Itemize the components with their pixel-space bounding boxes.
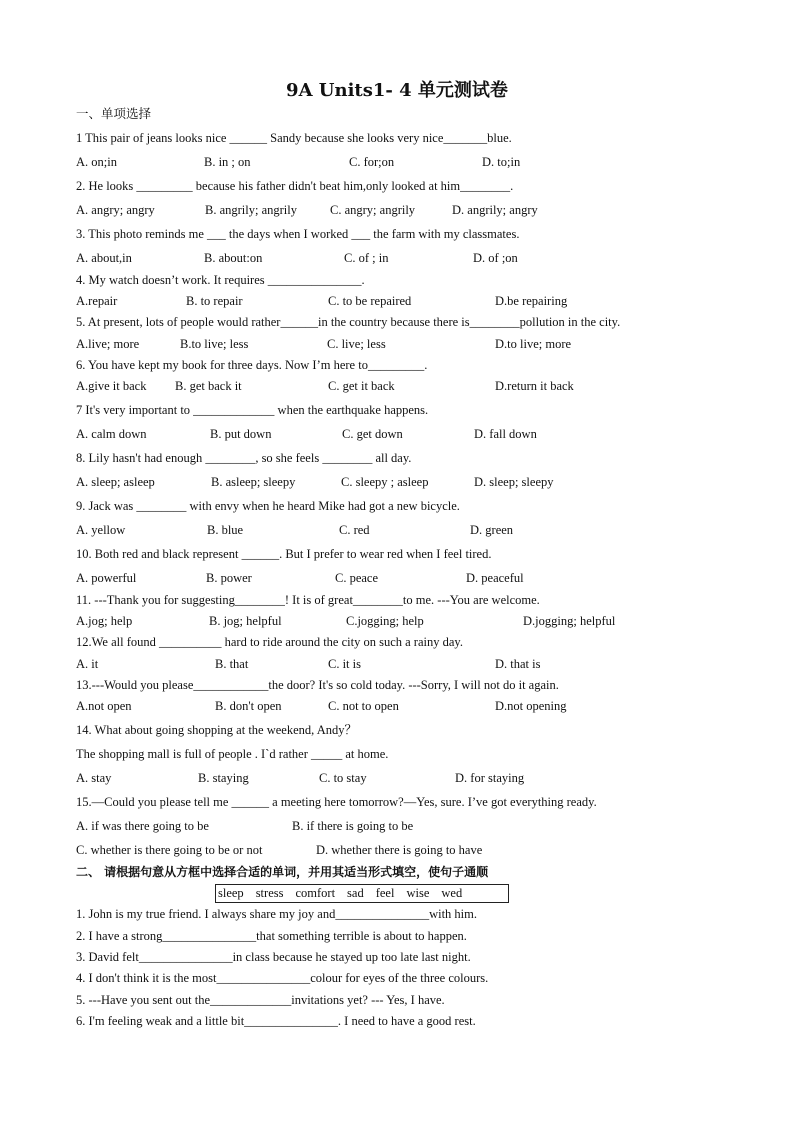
- option-b: B. in ; on: [204, 155, 251, 169]
- option-a: A. calm down: [76, 427, 147, 441]
- option-a: A. angry; angry: [76, 203, 155, 217]
- options-row: [76, 293, 736, 309]
- option-b: B. about:on: [204, 251, 263, 265]
- options-row: [76, 818, 736, 834]
- option-b: B. power: [206, 571, 252, 585]
- fill-item: 3. David felt_______________in class because he stayed up too late last night.: [76, 950, 471, 964]
- page-title: 9A Units1- 4 单元测试卷: [286, 80, 508, 101]
- fill-item: 2. I have a strong_______________that something terrible is about to happen.: [76, 929, 467, 943]
- word-item: feel: [375, 886, 395, 900]
- question-text: 14. What about going shopping at the weekend, Andy？: [76, 723, 357, 737]
- option-a: A.live; more: [76, 337, 140, 351]
- option-b: B. asleep; sleepy: [211, 475, 296, 489]
- option-c: C. angry; angrily: [330, 203, 416, 217]
- option-a: A.jog; help: [76, 614, 133, 628]
- fill-item: 6. I'm feeling weak and a little bit_______________. I need to have a good rest.: [76, 1014, 476, 1028]
- word-item: wed: [441, 886, 463, 900]
- option-a: A. it: [76, 657, 99, 671]
- options-row: [76, 613, 736, 629]
- word-item: wise: [406, 886, 430, 900]
- question-text: 8. Lily hasn't had enough ________, so she feels ________ all day.: [76, 451, 412, 465]
- options-row: [76, 202, 736, 218]
- option-d: D.to live; more: [495, 337, 572, 351]
- option-c: C.jogging; help: [346, 614, 424, 628]
- option-d: D.jogging; helpful: [523, 614, 616, 628]
- options-row: [76, 154, 736, 170]
- option-a: A.not open: [76, 699, 132, 713]
- options-row: [76, 474, 736, 490]
- options-row: [76, 426, 736, 442]
- option-d: D. green: [470, 523, 514, 537]
- option-a: A.repair: [76, 294, 118, 308]
- options-row: [76, 336, 736, 352]
- option-c: C. of ; in: [344, 251, 389, 265]
- question-text: 13.---Would you please____________the door? It's so cold today. ---Sorry, I will not do it again.: [76, 678, 559, 692]
- options-row: [76, 698, 736, 714]
- question-text: 9. Jack was ________ with envy when he heard Mike had got a new bicycle.: [76, 499, 460, 513]
- option-a: A. about,in: [76, 251, 132, 265]
- word-item: stress: [255, 886, 284, 900]
- word-item: sleep: [218, 886, 244, 900]
- question-text: 1 This pair of jeans looks nice ______ Sandy because she looks very nice_______blue.: [76, 131, 512, 145]
- question-text: 4. My watch doesn’t work. It requires _______________.: [76, 273, 365, 287]
- option-d: D. to;in: [482, 155, 521, 169]
- option-b: B. staying: [198, 771, 249, 785]
- options-row: [76, 770, 736, 786]
- option-b: B.to live; less: [180, 337, 249, 351]
- option-b: B. get back it: [175, 379, 242, 393]
- option-c: C. sleepy ; asleep: [341, 475, 429, 489]
- question-text: 5. At present, lots of people would rather______in the country because there is________pollution in the city.: [76, 315, 621, 329]
- option-a: A.give it back: [76, 379, 147, 393]
- option-c: C. peace: [335, 571, 379, 585]
- options-row: [76, 656, 736, 672]
- option-b: B. jog; helpful: [209, 614, 282, 628]
- question-text: 11. ---Thank you for suggesting________! It is of great________to me. ---You are welcome.: [76, 593, 540, 607]
- option-a: A. if was there going to be: [76, 819, 209, 833]
- option-d: D.return it back: [495, 379, 574, 393]
- option-a: A. powerful: [76, 571, 137, 585]
- option-d: D. for staying: [455, 771, 525, 785]
- option-a: A. on;in: [76, 155, 117, 169]
- option-a: A. stay: [76, 771, 112, 785]
- option-a: A. sleep; asleep: [76, 475, 155, 489]
- option-d: D. peaceful: [466, 571, 524, 585]
- word-item: comfort: [295, 886, 336, 900]
- option-c: C. get down: [342, 427, 403, 441]
- section2-heading: 二、 请根据句意从方框中选择合适的单词，并用其适当形式填空，使句子通顺: [76, 865, 489, 879]
- option-d: D. whether there is going to have: [316, 843, 483, 857]
- option-b: B. angrily; angrily: [205, 203, 297, 217]
- option-b: B. blue: [207, 523, 244, 537]
- question-text: 6. You have kept my book for three days. Now I’m here to_________.: [76, 358, 428, 372]
- option-c: C. to be repaired: [328, 294, 412, 308]
- option-c: C. whether is there going to be or not: [76, 843, 263, 857]
- question-text: 2. He looks _________ because his father didn't beat him,only looked at him________.: [76, 179, 514, 193]
- option-c: C. to stay: [319, 771, 367, 785]
- option-b: B. to repair: [186, 294, 243, 308]
- options-row: [76, 570, 736, 586]
- option-b: B. don't open: [215, 699, 282, 713]
- option-d: D. angrily; angry: [452, 203, 538, 217]
- option-c: C. get it back: [328, 379, 395, 393]
- options-row: [76, 378, 736, 394]
- option-c: C. red: [339, 523, 370, 537]
- option-c: C. not to open: [328, 699, 399, 713]
- question-text: 15.—Could you please tell me ______ a meeting here tomorrow?—Yes, sure. I’ve got everything ready.: [76, 795, 597, 809]
- option-d: D. of ;on: [473, 251, 518, 265]
- word-item: sad: [347, 886, 364, 900]
- option-b: B. put down: [210, 427, 272, 441]
- option-c: C. for;on: [349, 155, 395, 169]
- question-text: 3. This photo reminds me ___ the days when I worked ___ the farm with my classmates.: [76, 227, 520, 241]
- option-d: D. sleep; sleepy: [474, 475, 554, 489]
- question-text-continued: The shopping mall is full of people . I`d rather _____ at home.: [76, 747, 389, 761]
- options-row: [76, 250, 736, 266]
- option-c: C. live; less: [327, 337, 386, 351]
- fill-item: 1. John is my true friend. I always share my joy and_______________with him.: [76, 907, 477, 921]
- question-text: 7 It's very important to _____________ when the earthquake happens.: [76, 403, 429, 417]
- option-b: B. if there is going to be: [292, 819, 414, 833]
- option-b: B. that: [215, 657, 249, 671]
- fill-item: 5. ---Have you sent out the_____________invitations yet? --- Yes, I have.: [76, 993, 445, 1007]
- word-box: [215, 884, 509, 903]
- option-d: D. that is: [495, 657, 541, 671]
- option-d: D.be repairing: [495, 294, 568, 308]
- option-d: D.not opening: [495, 699, 567, 713]
- question-text: 10. Both red and black represent ______. But I prefer to wear red when I feel tired.: [76, 547, 492, 561]
- option-c: C. it is: [328, 657, 361, 671]
- option-a: A. yellow: [76, 523, 126, 537]
- fill-item: 4. I don't think it is the most_______________colour for eyes of the three colours.: [76, 971, 489, 985]
- question-text: 12.We all found __________ hard to ride around the city on such a rainy day.: [76, 635, 463, 649]
- section1-heading: 一、单项选择: [76, 106, 152, 121]
- options-row: [76, 842, 736, 858]
- option-d: D. fall down: [474, 427, 537, 441]
- options-row: [76, 522, 736, 538]
